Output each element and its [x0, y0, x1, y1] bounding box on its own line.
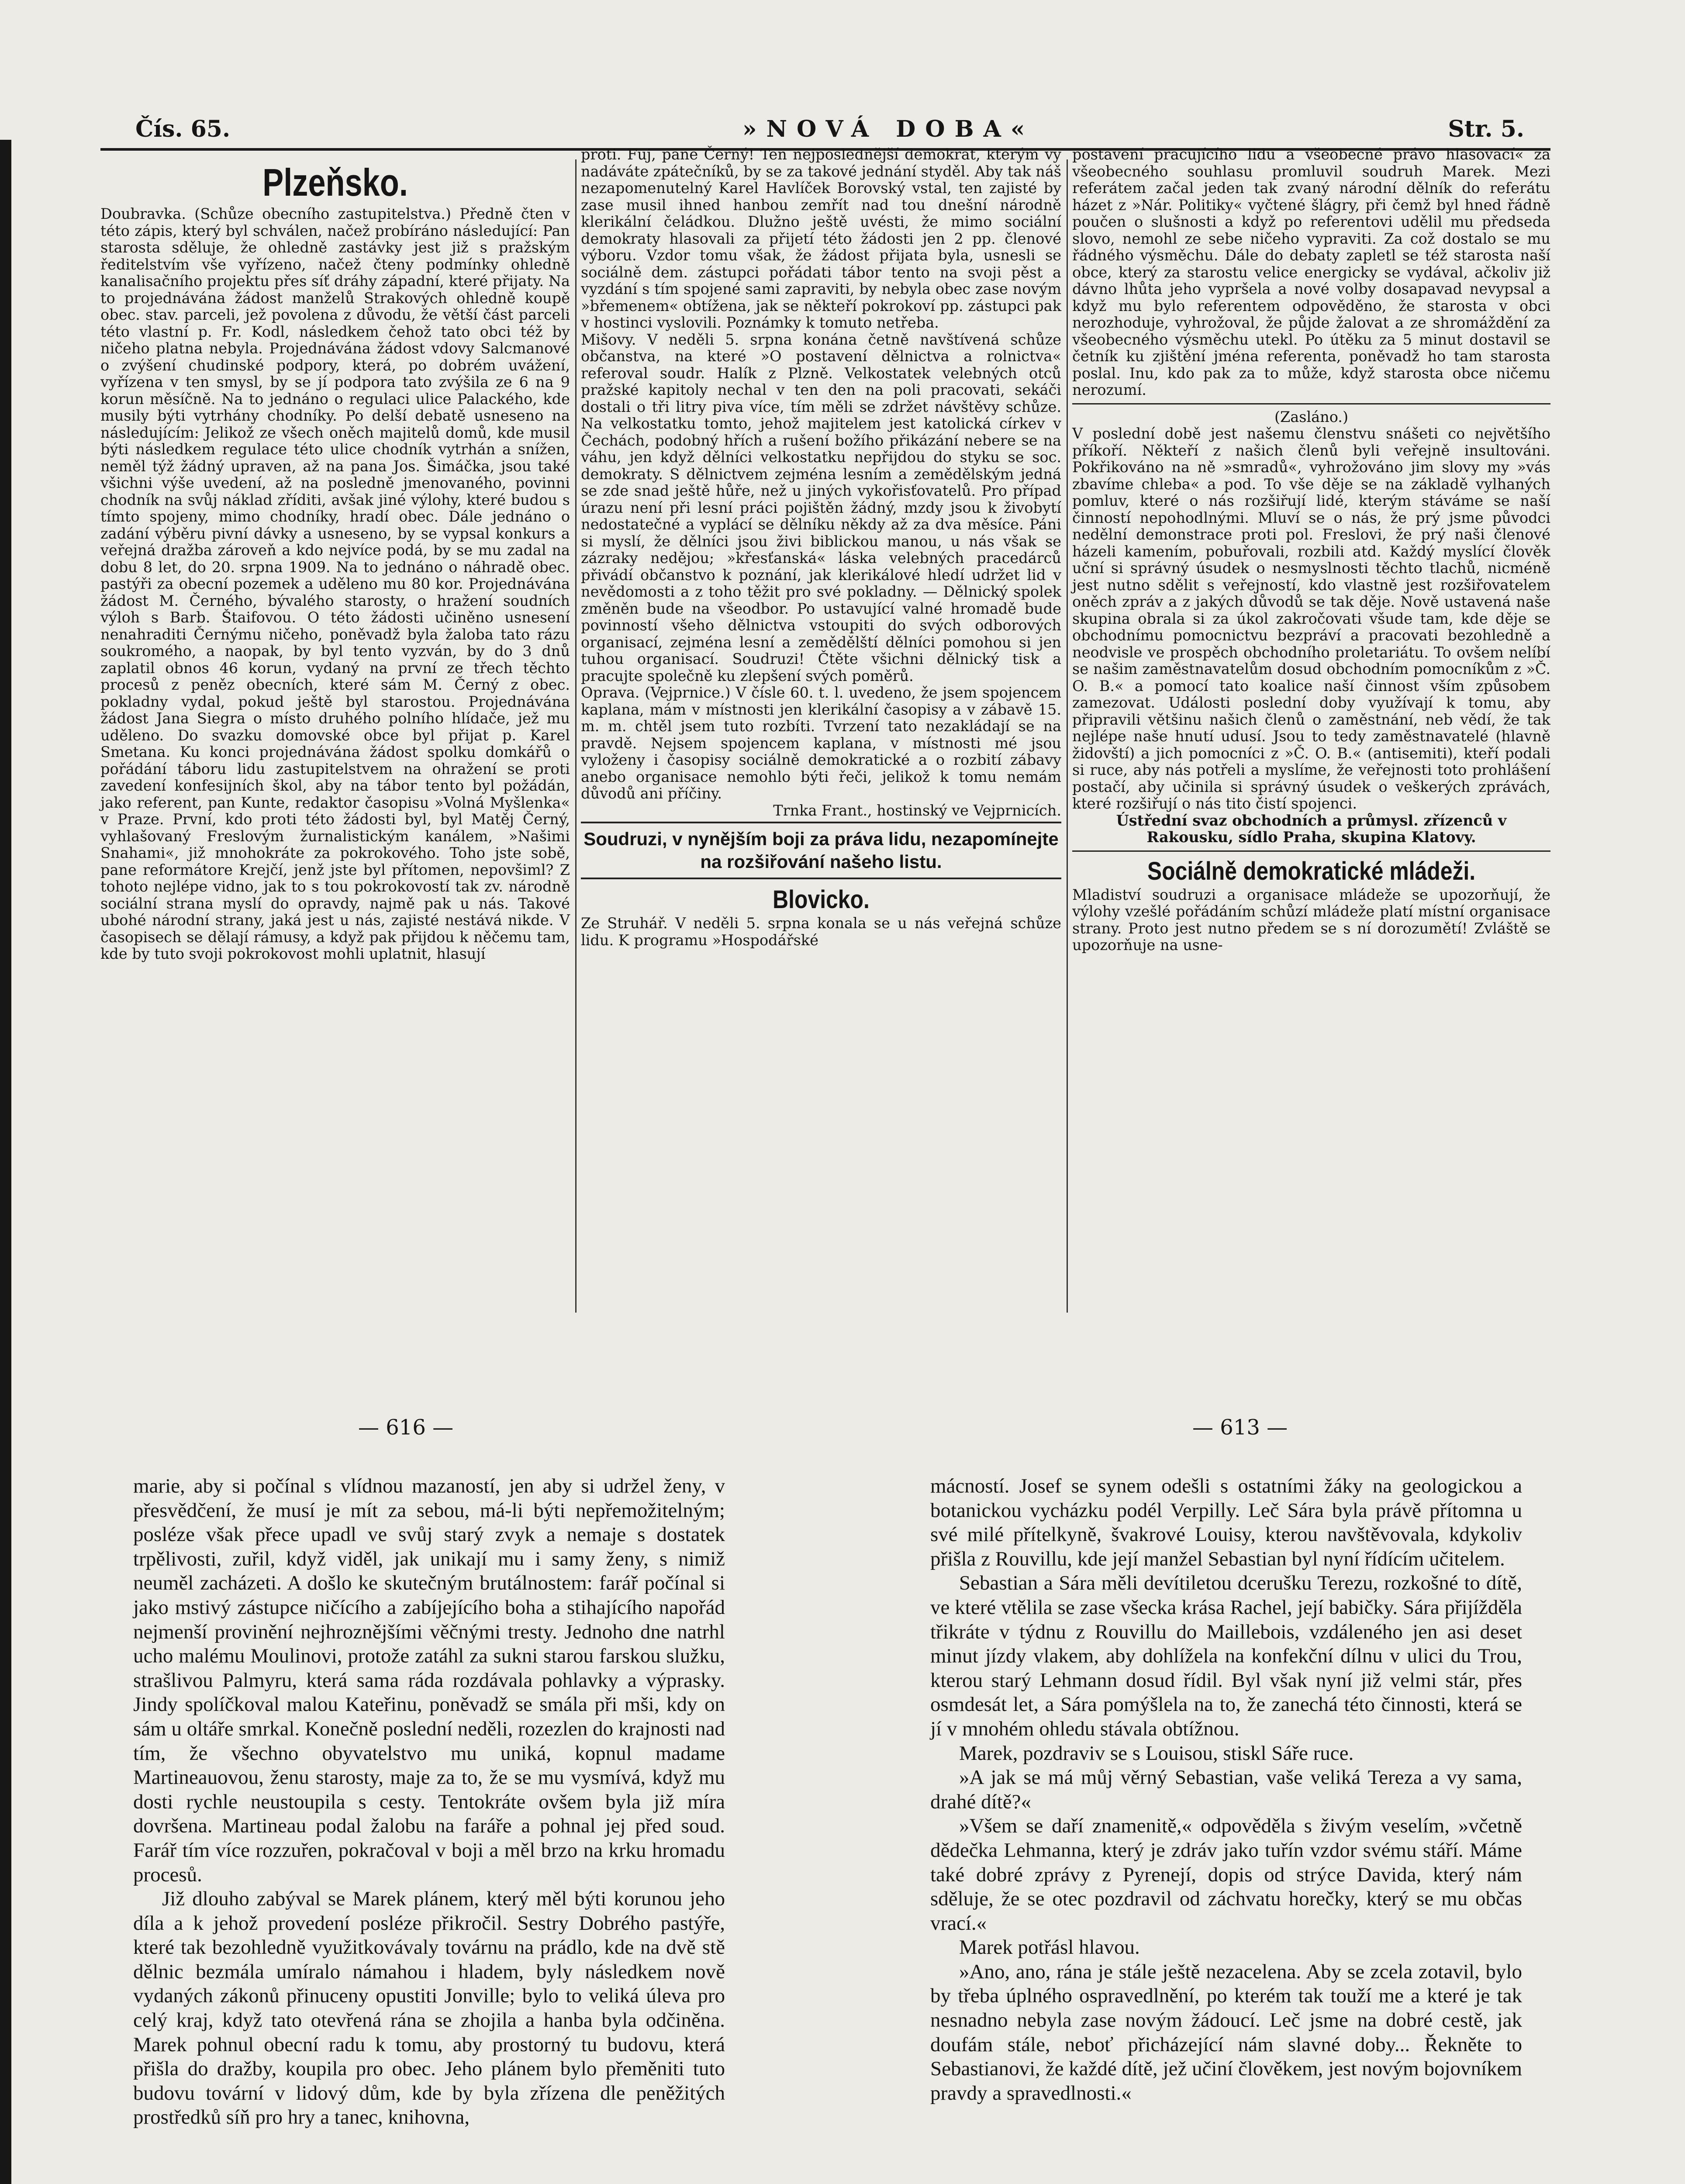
column-rule — [575, 159, 577, 1313]
article-oprava: Oprava. (Vejprnice.) V čísle 60. t. l. uvedeno, že jsem spojencem kaplana, mám v místnosti jen klerikální časopisy a v zábavě 15. m. m. chtěl jsem tuto rozbíti. Tvrzení tato nezakládají se na pravdě. Nejsem spojencem kaplana, v místnosti mé jsou vyloženy i časopisy sociálně demokratické a o rozbití zábavy anebo organisace nemohlo býti řeči, jelikož k tomu nemám důvodů ani příčiny. — [581, 684, 1061, 802]
column-plzensko — [100, 159, 570, 963]
article-signature: Ústřední svaz obchodních a průmysl. zřízenců v Rakousku, sídlo Praha, skupina Klatovy. — [1116, 812, 1507, 846]
newspaper-page — [100, 111, 1550, 1326]
article-zaslano: V poslední době jest našemu členstvu snášeti co největšího příkoří. Někteří z našich členů byli veřejně insultováni. Pokřikováno na ně »smradů«, vyhrožováno jim slovy my »vás zbavíme chleba« a pod. To vše děje se na základě vylhaných pomluv, které o nás rozšiřují lidé, kterým stáváme se naší činností nepohodlnými. Mluví se o nás, že prý jsme původci nedělní demonstrace proti pol. Freslovi, že prý naši členové házeli kamením, pobuřovali, rozbili atd. Každý myslící člověk uční si správný úsudek o nesmyslnosti těchto tlachů, nicméně jest nutno sdělit s veřejností, kdo vlastně jest rozšiřovatelem oněch zpráv a z jakých důvodů se tak děje. Nově ustavená naše skupina obrala si za úkol zakročovati všude tam, kde děje se obchodnímu pomocnictvu bezpráví a pracovati bezohledně a neodvisle ve prospěch obchodního proletariátu. To ovšem nelíbí se našim zaměstnavatelům dosud obchodním pomocníkům z »Č. O. B.« a pomocí tato koalice naší činnost vším způsobem zamezovat. Události poslední doby využívají k tomu, aby připravili většinu našich členů o zaměstnání, neb vědí, že tak nejlépe naše hnutí udusí. Jsou to tedy zaměstnavatelé (hlavně židovští) a jich pomocníci z »Č. O. B.« (antisemiti), kteří podali si ruce, aby nás potřeli a myslíme, že veřejnosti toto prohlášení postačí, aby učinila si správný úsudek o veškerých zprávách, které rozšiřují o nás tito čistí spojenci. — [1072, 425, 1550, 812]
novel-left-column — [133, 1474, 725, 2130]
masthead-title: »NOVÁ DOBA« — [742, 116, 1035, 142]
column-right — [1072, 146, 1550, 954]
novel-paragraph: Sebastian a Sára měli devítiletou dcerušku Terezu, rozkošné to dítě, ve které vtělila se zase všecka krása Rachel, její babičky. Sára přijížděla třikráte v týdnu z Rouvillu do Maillebois, vzdáleného jen asi deset minut jízdy vlakem, aby dohlížela na konfekční dílnu v ulici du Trou, kterou starý Lehmann dosud řídil. Byl však nyní již velmi stár, přes osmdesát let, a Sára pomýšlela na to, že zanechá této činnosti, která se jí v mnohém ohledu stávala obtížnou. — [930, 1572, 1522, 1740]
novel-paragraph: »Ano, ano, rána je stále ještě nezacelena. Aby se zcela zotavil, bylo by třeba úplného ospravedlnění, po kterém tak touží me a které je tak nesnadno nebyla zase novým žádoucí. Leč jsme na dobré cestě, jak doufám stále, neboť přicházející nám slavné doby... Řekněte to Sebastianovi, že každé dítě, jež učiní člověkem, jest novým bojovníkem pravdy a spravedlnosti.« — [930, 1960, 1522, 2105]
section-heading: Blovicko. — [773, 885, 870, 914]
column-rule — [1067, 159, 1068, 1313]
binding-edge — [0, 140, 11, 2184]
novel-paragraph: »A jak se má můj věrný Sebastian, vaše veliká Tereza a vy sama, drahé dítě?« — [930, 1766, 1522, 1813]
novel-paragraph: Marek potřásl hlavou. — [959, 1936, 1140, 1959]
novel-right-column — [930, 1474, 1522, 2105]
section-heading: Plzeňsko. — [262, 161, 408, 204]
novel-paragraph: Marek, pozdraviv se s Louisou, stiskl Sáře ruce. — [959, 1742, 1354, 1765]
column-middle — [581, 146, 1061, 949]
page-label: Str. 5. — [1448, 116, 1524, 142]
novel-paragraph: marie, aby si počínal s vlídnou mazaností, jen aby si udržel ženy, v přesvědčení, že musí je mít za sebou, má-li býti nepřemožitelným; posléze však přece upadl ve svůj starý zvyk a nemaje s dostatek trpělivosti, zuřil, když viděl, jak unikají mu i samy ženy, s nimiž neuměl zacházeti. A došlo ke skutečným brutálnostem: farář počínal si jako mstivý zástupce ničícího a zabíjejícího boha a stihajícího napořád nejmenší provinění nejhroznějšími věčnými tresty. Jednoho dne natrhl ucho malému Moulinovi, protože zatáhl za sukni starou farskou služku, strašlivou Palmyru, která sama ráda rozdávala pohlavky a výprasky. Jindy spolíčkoval malou Kateřinu, poněvadž se smála při mši, kdy on sám u oltáře smrkal. Konečně poslední neděli, rozezlen do krajnosti nad tím, že všechno obyvatelstvo mu uniká, kopnul madame Martineauovou, ženu starosty, maje za to, že se mu vysmívá, když mu dosti rychle neustoupila s cesty. Tentokráte ovšem byla již míra dovršena. Martineau podal žalobu na faráře a pohnal jej před soud. Farář tím více rozzuřen, pokračoval v boji a měl brzo na krku hromadu procesů. — [133, 1475, 725, 1886]
article-misovy: Mišovy. V neděli 5. srpna konána četně navštívená schůze občanstva, na které »O postavení dělnictva a rolnictva« referoval soudr. Halík z Plzně. Velkostatek velebných otců pražské kapitoly nechal v ten den na poli pracovati, sekáči dostali o tři litry piva více, tím měli se zdržet návštěvy schůze. Na velkostatku tomto, jehož majitelem jest katolická církev v Čechách, podobný hřích a rušení božího přikázání nebere se na váhu, jen když dělníci velkostatku nepřijdou do styku se soc. demokraty. S dělnictvem zejména lesním a zemědělským jedná se zde snad ještě hůře, než u jiných vykořisťovatelů. Pro případ úrazu není při lesní práci pojištěn žádný, mzdy jsou k živobytí nedostatečné a vyplácí se dělníku někdy až za dva měsíce. Páni si myslí, že dělníci jsou živi biblickou manou, u nás však se zázraky nedějou; »křesťanská« láska velebných pracedárců přivádí občanstvo k poznání, jak klerikálové hledí udržet lid v nevědomosti a z toho těžit pro své pokladny. — Dělnický spolek změněn bude na všeodbor. Po ustavující valné hromadě bude povinností všeho dělnictva vstoupiti do svých odborových organisací, zejména lesní a zemědělští dělníci pomohou si jen tuhou organisací. Soudruzi! Čtěte všichni dělnický tisk a pracujte společně ku zlepšení svých poměrů. — [581, 331, 1061, 684]
article-signature: Trnka Frant., hostinský ve Vejprnicích. — [773, 802, 1061, 819]
novel-paragraph: Již dlouho zabýval se Marek plánem, který měl býti korunou jeho díla a k jehož provedení posléze přikročil. Sestry Dobrého pastýře, které tak bezohledně využitkovávaly továrnu na prádlo, kde na dvě stě dělnic bezmála umíralo námahou i hladem, byly následkem nově vydaných zákonů přinuceny opustiti Jonville; bylo to veliká úleva pro celý kraj, když tato otevřená rána se zhojila a hanba byla odčiněna. Marek pohnul obecní radu k tomu, aby prostorný tu budovu, která přišla do dražby, koupila pro obec. Jeho plánem bylo přeměniti tuto budovu tovární v lidový dům, kde by byla zřízena dle peněžitých prostředků síň pro hry a tanec, knihovna, — [133, 1887, 725, 2129]
article-mladez: Mladiství soudruzi a organisace mládeže se upozorňují, že výlohy vzešlé pořádáním schůzí mládeže platí místní organisace strany. Proto jest nutno předem se s ní dorozumětí! Zvláště se upozorňuje na usne- — [1072, 886, 1550, 954]
article-continuation: proti. Fuj, pane Černý! Ten nejposlednější demokrat, kterým vy nadáváte zpátečníků, by se za takové jednání styděl. Aby tak náš nezapomenutelný Karel Havlíček Borovský vstal, ten zajisté by zase musil ihned hanbou zemřít nad tou dnešní národně klerikální čeládkou. Dlužno ještě uvésti, že mimo sociální demokraty hlasovali za přijetí této žádosti jen 2 pp. členové výboru. Vzdor tomu však, že žádost přijata byla, usnesli se sociálně dem. zástupci pořádati tábor tento na svoji pěst a vyzdání s tím spojené sami zapraviti, by nebyla obec zase novým »břemenem« obtížena, jak se někteří pokrokoví pp. zástupci pak v hostinci vyslovili. Poznámky k tomuto netřeba. — [581, 146, 1061, 331]
zaslano-label: (Zasláno.) — [1274, 408, 1349, 425]
divider — [1072, 850, 1550, 852]
page-header — [100, 111, 1550, 142]
page-number-left: — 616 — — [358, 1415, 454, 1440]
novel-paragraph: »Všem se daří znamenitě,« odpověděla s živým veselím, »včetně dědečka Lehmanna, který je zdráv jako tuřín vzdor svému stáří. Máme také dobré zprávy z Pyrenejí, dopis od strýce Davida, který nám sděluje, že se otec pozdravil od záchvatu horečky, který se mu občas vrací.« — [930, 1814, 1522, 1935]
novel-paragraph: mácností. Josef se synem odešli s ostatními žáky na geologickou a botanickou vycházku podél Verpilly. Leč Sára byla právě přítomna u své milé přítelkyně, švakrové Louisy, kterou navštěvovala, kdykoliv přišla z Rouvillu, kde její manžel Sebastian byl nyní řídícím učitelem. — [930, 1475, 1522, 1570]
appeal-box: Soudruzi, v nynějším boji za práva lidu, nezapomínejte na rozšiřování našeho listu. — [581, 822, 1061, 879]
article-struhar: Ze Struhář. V neděli 5. srpna konala se u nás veřejná schůze lidu. K programu »Hospodářské — [581, 915, 1061, 949]
article-doubravka: Doubravka. (Schůze obecního zastupitelstva.) Předně čten v této zápis, který byl schválen, načež probíráno následující: Pan starosta sděluje, že ohledně zastávky jest již s pražským ředitelstvím vše vyřízeno, načež čteny podmínky ohledně kanalisačního projektu přes síť dráhy západní, které přijaty. Na to projednávána žádost manželů Strakových ohledně koupě obec. stav. parceli, jež povolena z důvodu, že větší část parceli této vlastní p. Fr. Kodl, následkem čehož tato obci též by ničeho platna nebyla. Projednávána žádost vdovy Salcmanové o zvýšení chudinské podpory, která, po dobrém uvážení, vyřízena v ten smysl, by se jí podpora tato zvýšila ze 6 na 9 korun měsíčně. Na to jednáno o regulaci ulice Palackého, kde musily býti vytrhány chodníky. Po delší debatě usneseno na následujícím: Jelikož ze všech oněch majitelů domů, kde musil býti následkem regulace této ulice chodník vytrhán a snížen, neměl týž žádný upraven, až na pana Jos. Šimáčka, jsou také všichni výše uvedení, až na posledně jmenovaného, povinni chodník na svůj náklad zříditi, avšak jiné výlohy, které budou s tímto spojeny, mimo chodníky, hradí obec. Dále jednáno o zadání výběru pivní dávky a usneseno, by se vypsal konkurs a veřejná dražba zároveň a kdo nejvíce podá, by se mu zadal na dobu 8 let, do 20. srpna 1909. Na to jednáno o náhradě obec. pastýři za obecní pozemek a uděleno mu 80 kor. Projednávána žádost M. Černého, bývalého starosty, o hražení soudních výloh s Barb. Štaifovou. O této žádosti učiněno usnesení nenahraditi Černýmu ničeho, poněvadž byla žaloba tato rázu soukromého, a naopak, by byl tento vyzván, by do 3 dnů zaplatil obnos 46 korun, vydaný na první ze třech těchto procesů z peněz obecních, které sám M. Černý z obec. pokladny vydal, pokud ještě byl starostou. Projednávána žádost Jana Siegra o místo druhého polního hlídače, jež mu uděleno. Do svazku domovské obce byl přijat p. Karel Smetana. Ku konci projednávána žádost spolku domkářů o pořádání táboru lidu zastupitelstvem na ohražení se proti zavedení konfesijních škol, aby na tábor tento byl požádán, jako referent, pan Kunte, redaktor časopisu »Volná Myšlenka« v Praze. První, kdo proti této žádosti byl, byl Matěj Černý, vyhlašovaný Freslovým žurnalistickým kanálem, »Našimi Snahami«, již mnohokráte za pokrokového. Toho jste sobě, pane reformátore Krejčí, jenž jste byl přítomen, nepovšiml? Z tohoto nejlépe vidno, jak to s tou pokrokovostí tak zv. národně sociální strana myslí do opravdy, najmě pak u nás. Takové ubohé národní strany, jaká jest u nás, zajisté nestává nikde. V časopisech se dělají rámusy, a když pak přijdou k něčemu tam, kde by tuto svoji pokrokovost mohli uplatnit, hlasují — [100, 205, 570, 962]
section-heading: Sociálně demokratické mládeži. — [1147, 857, 1476, 885]
issue-number: Čís. 65. — [135, 116, 231, 142]
divider — [1072, 403, 1550, 404]
page-number-right: — 613 — — [1192, 1415, 1288, 1440]
article-continuation: postavení pracujícího lidu a všeobecné právo hlasovací« za všeobecného souhlasu promluvil soudruh Marek. Mezi referátem začal jeden tak zvaný národní dělník do referátu házet z »Nár. Politiky« vyčtené šlágry, při čemž byl hned řádně poučen o slušnosti a když po referentovi udělil mu předseda slovo, nemohl ze sebe ničeho vypraviti. Za což dostalo se mu řádného výsměchu. Dále do debaty zapletl se též starosta naší obce, který za starostu velice energicky se vydával, ačkoliv již dávno lhůta jeho vypršela a nové volby dosapavad nevypsal a když mu bylo referentem odpověděno, že starosta v obci nerozhoduje, vyhrožoval, že půjde žalovat a ze shromáždění za všeobecného výsměchu utekl. Po útěku za 5 minut dostavil se četník ku zjištění jména referenta, poněvadž ho tam starosta poslal. Inu, kdo pak za to může, když starosta obce ničemu nerozumí. — [1072, 146, 1550, 398]
